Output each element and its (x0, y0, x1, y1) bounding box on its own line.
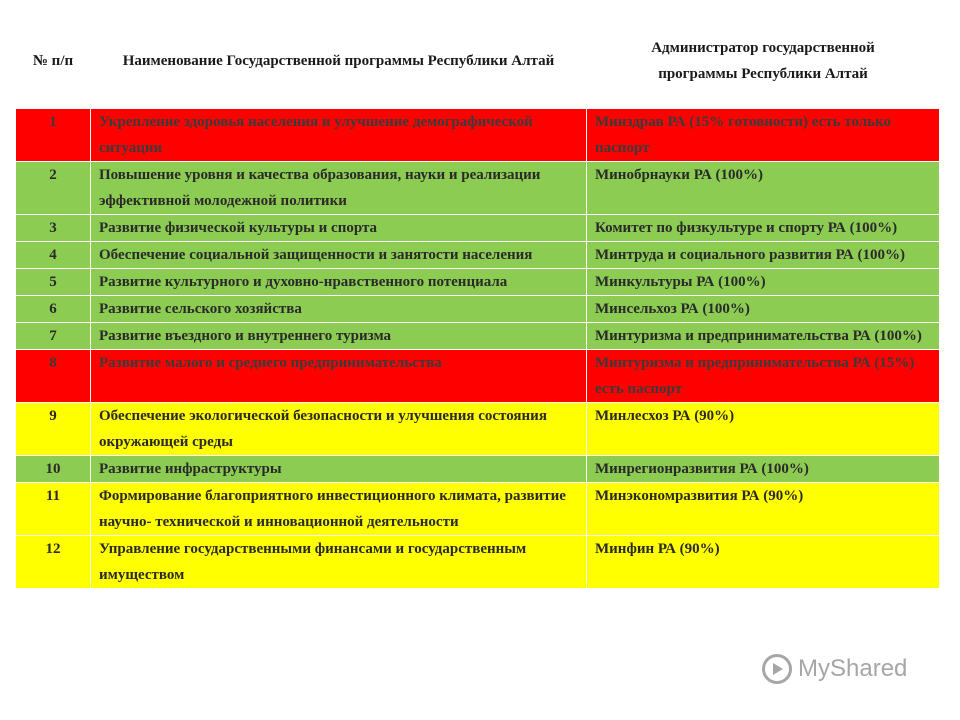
table-row (16, 456, 940, 483)
row-program-name: Управление государственными финансами и государственным имуществом (91, 536, 587, 589)
header-num: № п/п (16, 14, 91, 109)
row-program-name: Формирование благоприятного инвестиционного климата, развитие научно- технической и инновационной деятельности (91, 483, 587, 536)
row-administrator: Минтруда и социального развития РА (100%) (587, 242, 940, 269)
row-program-name: Развитие инфраструктуры (91, 456, 587, 483)
row-administrator: Минсельхоз РА (100%) (587, 296, 940, 323)
row-num: 4 (16, 242, 91, 269)
row-num: 5 (16, 269, 91, 296)
row-program-name: Обеспечение экологической безопасности и улучшения состояния окружающей среды (91, 403, 587, 456)
row-administrator: Минздрав РА (15% готовности) есть только паспорт (587, 109, 940, 162)
row-program-name: Укрепление здоровья населения и улучшение демографической ситуации (91, 109, 587, 162)
row-administrator: Минкультуры РА (100%) (587, 269, 940, 296)
row-administrator: Минрегионразвития РА (100%) (587, 456, 940, 483)
row-program-name: Развитие культурного и духовно-нравственного потенциала (91, 269, 587, 296)
row-num: 3 (16, 215, 91, 242)
row-program-name: Повышение уровня и качества образования, науки и реализации эффективной молодежной политики (91, 162, 587, 215)
table-row (16, 296, 940, 323)
row-administrator: Минобрнауки РА (100%) (587, 162, 940, 215)
table-row (16, 323, 940, 350)
row-program-name: Обеспечение социальной защищенности и занятости населения (91, 242, 587, 269)
row-program-name: Развитие въездного и внутреннего туризма (91, 323, 587, 350)
table-row (16, 162, 940, 215)
table-row (16, 403, 940, 456)
header-admin: Администратор государственной программы Республики Алтай (587, 14, 940, 109)
row-administrator: Минфин РА (90%) (587, 536, 940, 589)
table-row (16, 215, 940, 242)
row-num: 10 (16, 456, 91, 483)
row-administrator: Минтуризма и предпринимательства РА (100%) (587, 323, 940, 350)
row-num: 1 (16, 109, 91, 162)
row-num: 9 (16, 403, 91, 456)
row-administrator: Минэкономразвития РА (90%) (587, 483, 940, 536)
row-num: 11 (16, 483, 91, 536)
table-row (16, 269, 940, 296)
table-row (16, 483, 940, 536)
header-name: Наименование Государственной программы Республики Алтай (91, 14, 587, 109)
table-row (16, 350, 940, 403)
row-program-name: Развитие малого и среднего предпринимательства (91, 350, 587, 403)
header-row (16, 14, 940, 109)
row-program-name: Развитие физической культуры и спорта (91, 215, 587, 242)
row-num: 6 (16, 296, 91, 323)
table-row (16, 536, 940, 589)
table-row (16, 242, 940, 269)
table-row (16, 109, 940, 162)
watermark-text: MyShared (798, 655, 908, 682)
myshared-watermark (762, 654, 907, 684)
programs-table (15, 14, 940, 589)
play-icon (762, 654, 792, 684)
row-num: 7 (16, 323, 91, 350)
row-num: 12 (16, 536, 91, 589)
row-administrator: Минтуризма и предпринимательства РА (15%) есть паспорт (587, 350, 940, 403)
row-num: 8 (16, 350, 91, 403)
row-administrator: Минлесхоз РА (90%) (587, 403, 940, 456)
row-num: 2 (16, 162, 91, 215)
row-administrator: Комитет по физкультуре и спорту РА (100%) (587, 215, 940, 242)
row-program-name: Развитие сельского хозяйства (91, 296, 587, 323)
